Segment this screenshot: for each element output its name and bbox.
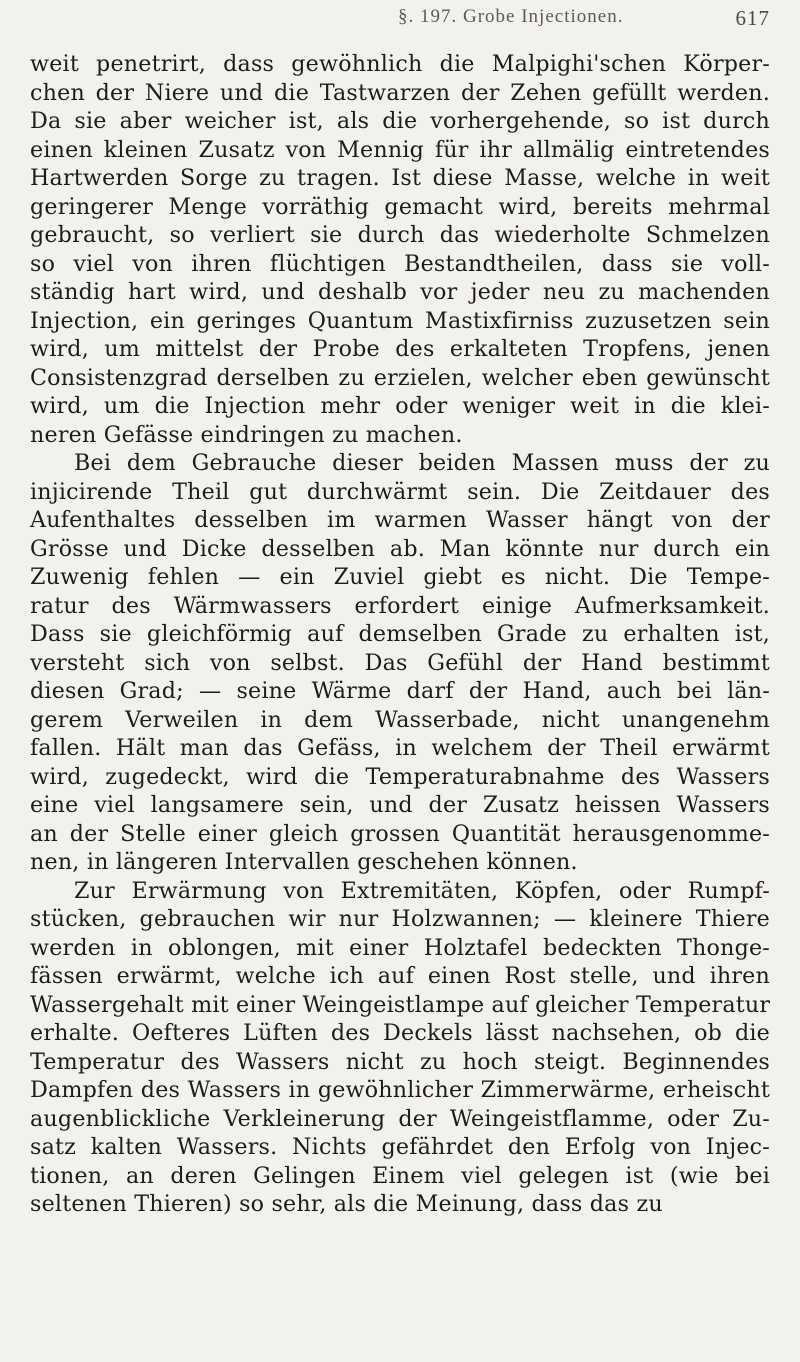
text-line: ständig hart wird, und deshalb vor jeder neu zu machenden	[30, 279, 770, 305]
text-line: Dass sie gleichförmig auf demselben Grade zu erhalten ist,	[30, 621, 770, 647]
section-reference: §. 197. Grobe Injectionen.	[398, 6, 624, 27]
text-line: Hartwerden Sorge zu tragen. Ist diese Masse, welche in weit	[30, 165, 770, 191]
text-line: ratur des Wärmwassers erfordert einige Aufmerksamkeit.	[30, 592, 770, 619]
text-line: satz kalten Wassers. Nichts gefährdet den Erfolg von Injec-	[30, 1134, 770, 1160]
text-line: injicirende Theil gut durchwärmt sein. Die Zeitdauer des	[30, 478, 770, 505]
text-line: gebraucht, so verliert sie durch das wiederholte Schmelzen	[30, 222, 770, 248]
text-line: wird, um mittelst der Probe des erkalteten Tropfens, jenen	[30, 336, 770, 362]
text-line: gerem Verweilen in dem Wasserbade, nicht unangenehm	[30, 706, 770, 733]
text-line: erhalte. Oefteres Lüften des Deckels lässt nachsehen, ob die	[30, 1020, 770, 1046]
paragraph-3	[30, 877, 770, 1219]
text-line: werden in oblongen, mit einer Holztafel bedeckten Thonge-	[30, 934, 770, 961]
text-line: Temperatur des Wassers nicht zu hoch steigt. Beginnendes	[30, 1048, 770, 1075]
text-line: Zur Erwärmung von Extremitäten, Köpfen, oder Rumpf-	[74, 877, 770, 904]
text-line: einen kleinen Zusatz von Mennig für ihr allmälig eintretendes	[30, 136, 770, 163]
text-line: weit penetrirt, dass gewöhnlich die Malpighi'schen Körper-	[30, 51, 770, 77]
text-line: eine viel langsamere sein, und der Zusatz heissen Wassers	[30, 792, 770, 818]
text-line: versteht sich von selbst. Das Gefühl der Hand bestimmt	[30, 649, 770, 676]
text-line: Da sie aber weicher ist, als die vorhergehende, so ist durch	[30, 108, 770, 134]
text-line: neren Gefässe eindringen zu machen.	[30, 421, 463, 448]
text-line: Wassergehalt mit einer Weingeistlampe auf gleicher Temperatur	[30, 991, 771, 1018]
text-line: wird, zugedeckt, wird die Temperaturabnahme des Wassers	[30, 763, 770, 790]
page-number: 617	[735, 6, 770, 30]
text-line: chen der Niere und die Tastwarzen der Zehen gefüllt werden.	[30, 79, 770, 106]
text-line: Aufenthaltes desselben im warmen Wasser hängt von der	[30, 507, 770, 533]
text-line: stücken, gebrauchen wir nur Holzwannen; — kleinere Thiere	[30, 906, 770, 932]
text-line: Consistenzgrad derselben zu erzielen, welcher eben gewünscht	[30, 364, 770, 391]
text-line: wird, um die Injection mehr oder weniger weit in die klei-	[30, 393, 770, 419]
text-line: so viel von ihren flüchtigen Bestandtheilen, dass sie voll-	[30, 250, 770, 277]
text-line: fässen erwärmt, welche ich auf einen Rost stelle, und ihren	[30, 963, 770, 989]
text-line: Bei dem Gebrauche dieser beiden Massen muss der zu	[74, 450, 770, 476]
text-line: nen, in längeren Intervallen geschehen können.	[30, 849, 578, 875]
text-line: diesen Grad; — seine Wärme darf der Hand, auch bei län-	[30, 678, 770, 704]
text-line: Zuwenig fehlen — ein Zuviel giebt es nicht. Die Tempe-	[30, 564, 770, 590]
text-line: fallen. Hält man das Gefäss, in welchem der Theil erwärmt	[30, 735, 770, 761]
body-text	[30, 50, 770, 1219]
text-line: augenblickliche Verkleinerung der Weingeistflamme, oder Zu-	[30, 1105, 770, 1132]
text-line: seltenen Thieren) so sehr, als die Meinung, dass das zu	[30, 1191, 663, 1217]
text-line: Dampfen des Wassers in gewöhnlicher Zimmerwärme, erheischt	[30, 1077, 770, 1103]
paragraph-2	[30, 449, 770, 877]
paragraph-1	[30, 50, 770, 449]
text-line: geringerer Menge vorräthig gemacht wird, bereits mehrmal	[30, 193, 770, 220]
text-line: Injection, ein geringes Quantum Mastixfirniss zuzusetzen sein	[30, 307, 770, 334]
running-header	[0, 4, 800, 34]
text-line: Grösse und Dicke desselben ab. Man könnte nur durch ein	[30, 535, 770, 562]
text-line: tionen, an deren Gelingen Einem viel gelegen ist (wie bei	[30, 1162, 770, 1189]
text-line: an der Stelle einer gleich grossen Quantität herausgenomme-	[30, 820, 770, 847]
